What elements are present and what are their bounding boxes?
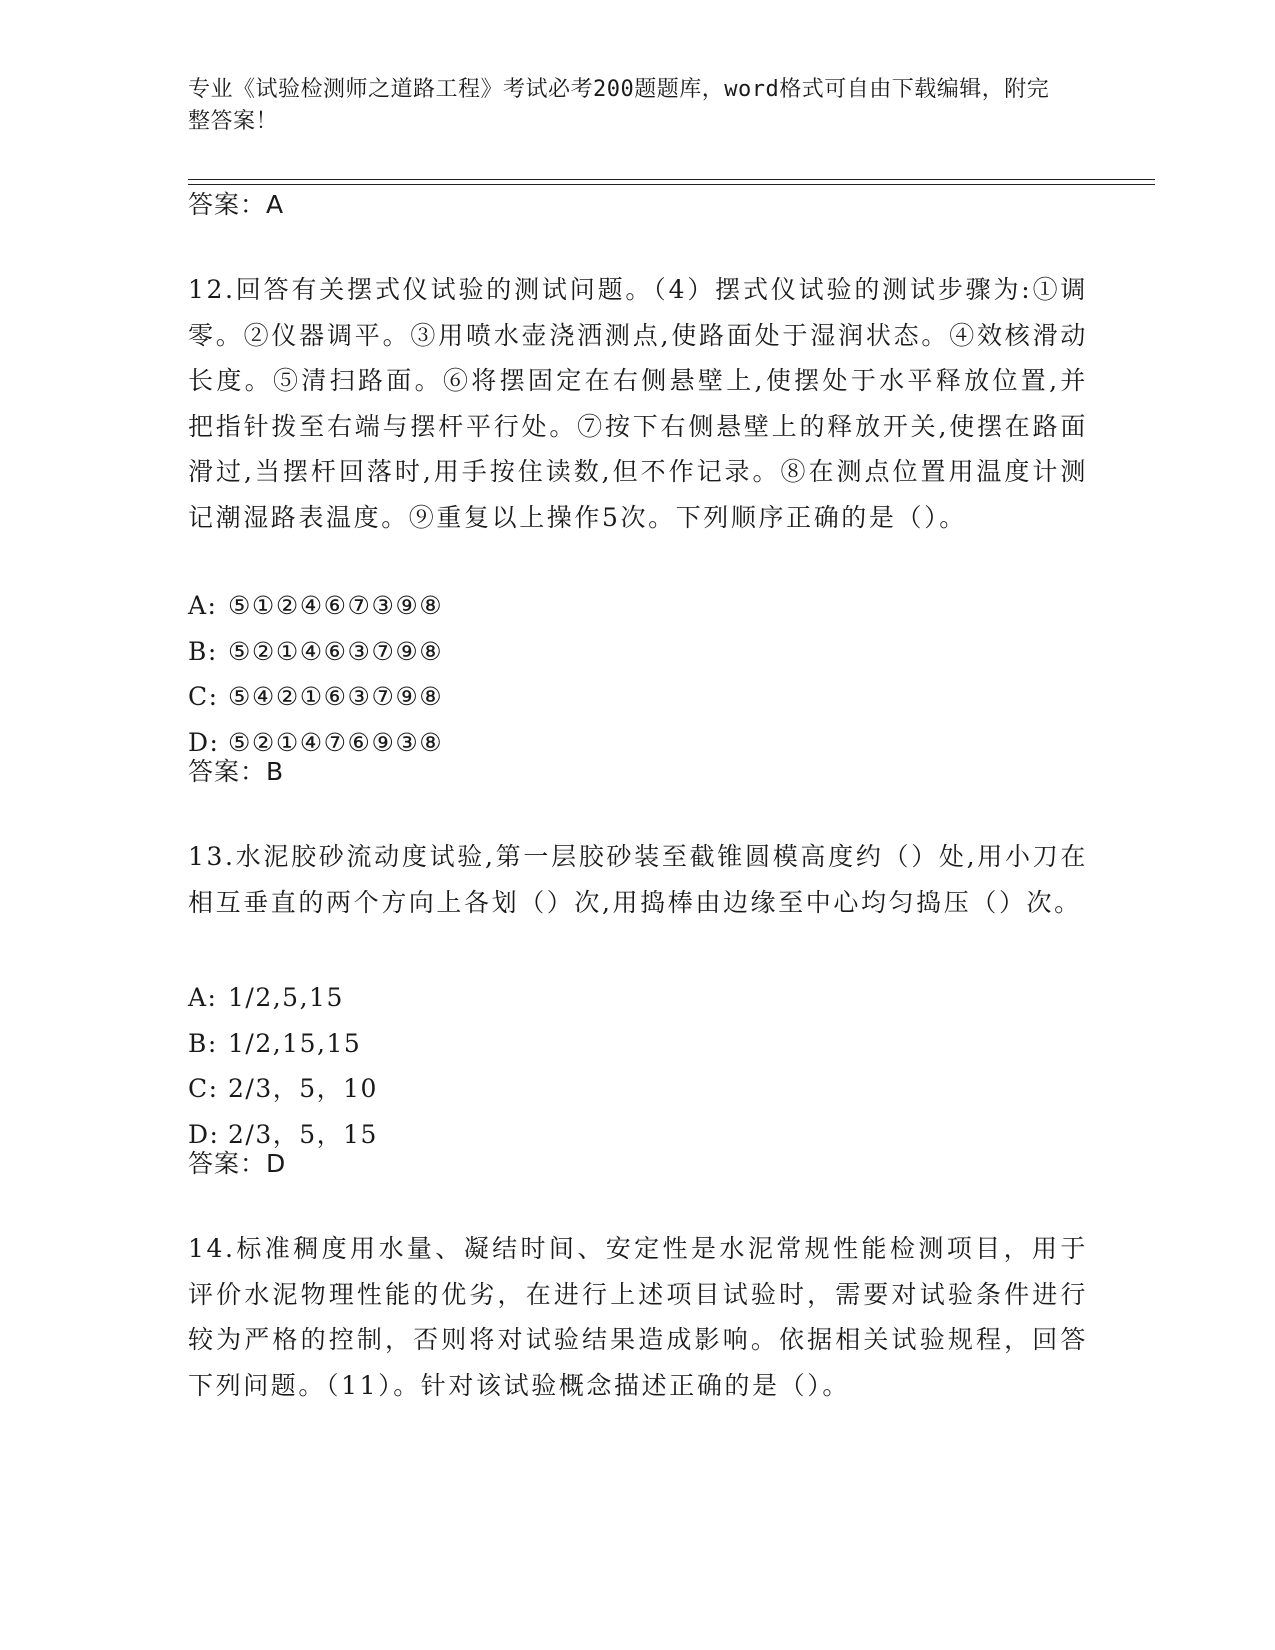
- question-12-text: 12.回答有关摆式仪试验的测试问题。（4）摆式仪试验的测试步骤为:①调零。②仪器调平。③用喷水壶浇洒测点,使路面处于湿润状态。④效核滑动长度。⑤清扫路面。⑥将摆固定在右侧悬壁上,使摆处于水平释放位置,并把指针拨至右端与摆杆平行处。⑦按下右侧悬壁上的释放开关,使摆在路面滑过,当摆杆回落时,用手按住读数,但不作记录。⑧在测点位置用温度计测记潮湿路表温度。⑨重复以上操作5次。下列顺序正确的是（）。: [188, 275, 1088, 532]
- option-letter: C:: [188, 682, 219, 711]
- document-header: 专业《试验检测师之道路工程》考试必考200题题库，word格式可自由下载编辑，附完整答案！: [188, 77, 1050, 134]
- question-13-text: 13.水泥胶砂流动度试验,第一层胶砂装至截锥圆模高度约（）处,用小刀在相互垂直的两个方向上各划（）次,用捣棒由边缘至中心均匀捣压（）次。: [188, 842, 1088, 917]
- question-13-options: [188, 975, 378, 1157]
- option-text: ⑤①②④⑥⑦③⑨⑧: [228, 591, 444, 620]
- option-text: 2/3，5，10: [228, 1074, 378, 1103]
- option-c: [188, 674, 443, 720]
- option-text: 2/3，5，15: [228, 1119, 378, 1149]
- question-14-text: 14.标准稠度用水量、凝结时间、安定性是水泥常规性能检测项目，用于评价水泥物理性能的优劣，在进行上述项目试验时，需要对试验条件进行较为严格的控制，否则将对试验结果造成影响。依据相关试验规程，回答下列问题。（11）。针对该试验概念描述正确的是（）。: [188, 1234, 1088, 1400]
- question-12-options: [188, 583, 443, 765]
- option-text: 1/2,5,15: [228, 983, 344, 1012]
- option-b: [188, 629, 443, 675]
- option-a: [188, 583, 443, 629]
- header-rule-top: [188, 179, 1155, 180]
- option-letter: D:: [188, 1119, 220, 1149]
- option-b: [188, 1021, 378, 1067]
- option-letter: C:: [188, 1074, 219, 1103]
- option-letter: B:: [188, 1028, 218, 1058]
- header-rule-bottom: [188, 184, 1155, 185]
- option-letter: B:: [188, 636, 218, 666]
- question-13-answer: 答案：D: [188, 1149, 287, 1178]
- option-text: ⑤②①④⑥③⑦⑨⑧: [228, 636, 444, 666]
- option-c: [188, 1066, 378, 1112]
- option-letter: A:: [188, 591, 218, 620]
- option-text: ⑤②①④⑦⑥⑨③⑧: [228, 727, 444, 757]
- question-12-answer: 答案：B: [188, 757, 285, 786]
- option-letter: A:: [188, 983, 218, 1012]
- option-text: ⑤④②①⑥③⑦⑨⑧: [228, 682, 444, 711]
- option-text: 1/2,15,15: [228, 1028, 362, 1058]
- previous-answer: 答案：A: [188, 190, 285, 219]
- option-letter: D:: [188, 727, 220, 757]
- option-a: [188, 975, 378, 1021]
